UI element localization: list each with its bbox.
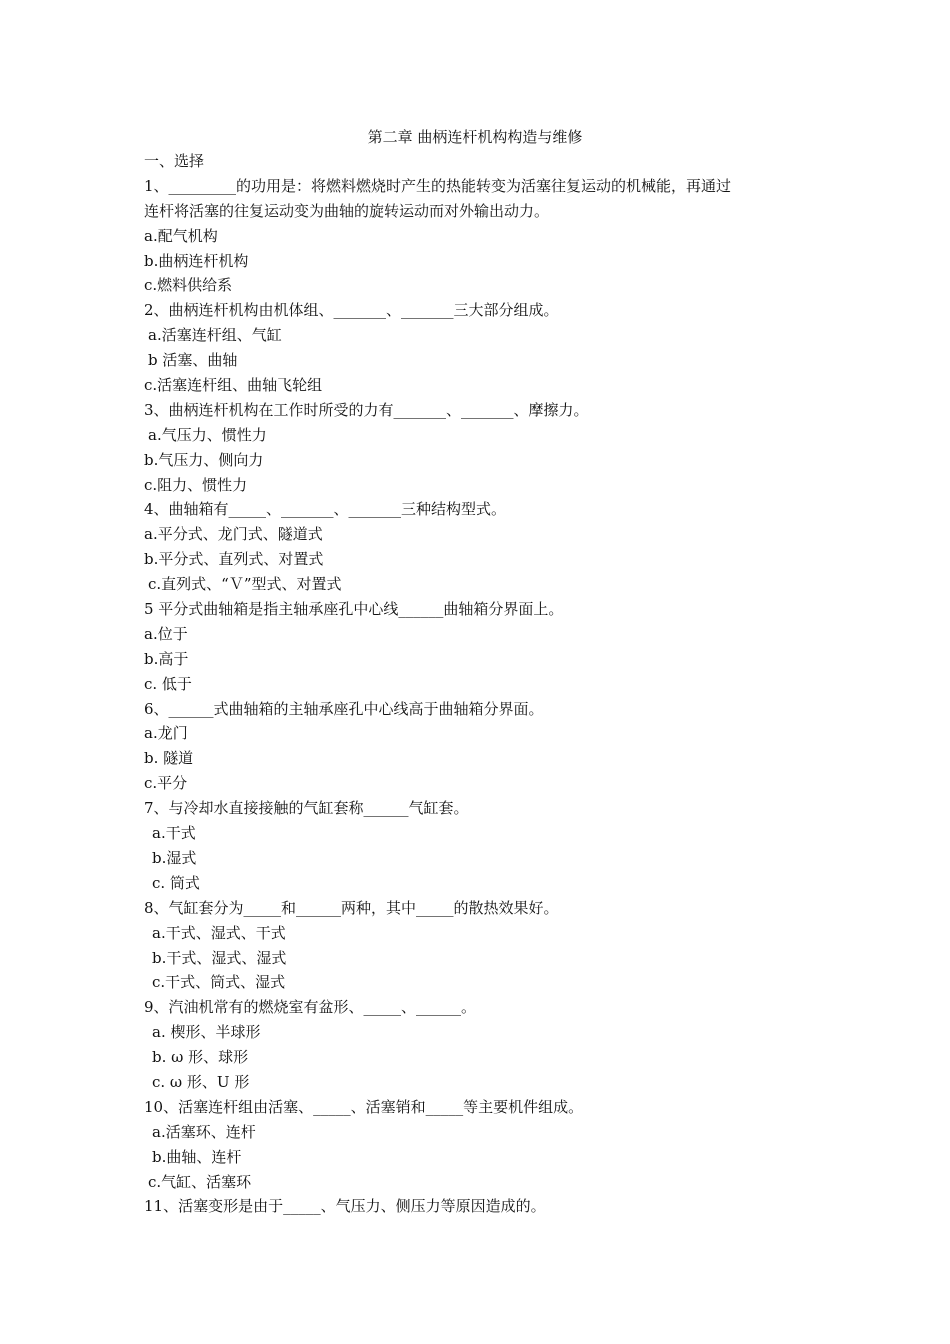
text-line: a.活塞连杆组、气缸	[148, 326, 282, 345]
text-line: b 活塞、曲轴	[148, 351, 238, 370]
text-line: c.阻力、惯性力	[144, 475, 248, 494]
text-line: a.配气机构	[144, 226, 218, 245]
text-line: 6、______式曲轴箱的主轴承座孔中心线高于曲轴箱分界面。	[144, 699, 544, 718]
text-line: 一、选择	[144, 152, 205, 170]
text-line: b.气压力、侧向力	[144, 450, 264, 469]
text-line: c. 低于	[144, 674, 192, 693]
text-line: b.干式、湿式、湿式	[152, 948, 287, 967]
text-line: b.湿式	[152, 848, 197, 867]
text-line: 2、曲柄连杆机构由机体组、_______、_______三大部分组成。	[144, 301, 559, 320]
text-line: c.燃料供给系	[144, 276, 233, 295]
text-line: a.干式	[152, 824, 196, 843]
text-line: 8、气缸套分为_____和______两种，其中_____的散热效果好。	[144, 898, 559, 917]
text-line: b. 隧道	[144, 749, 194, 768]
text-line: a.干式、湿式、干式	[152, 923, 286, 942]
text-line: a. 楔形、半球形	[152, 1023, 261, 1042]
text-line: b.高于	[144, 649, 189, 668]
text-line: c.平分	[144, 774, 188, 793]
text-line: c.干式、筒式、湿式	[152, 973, 286, 992]
text-line: 7、与冷却水直接接触的气缸套称______气缸套。	[144, 799, 469, 818]
text-line: 4、曲轴箱有_____、_______、_______三种结构型式。	[144, 500, 507, 519]
text-line: a.活塞环、连杆	[152, 1122, 256, 1141]
text-line: 1、_________的功用是：将燃料燃烧时产生的热能转变为活塞往复运动的机械能，再通过	[144, 176, 732, 195]
text-line: b.曲轴、连杆	[152, 1147, 242, 1166]
text-line: c. ω 形、U 形	[152, 1072, 250, 1091]
text-line: 3、曲柄连杆机构在工作时所受的力有_______、_______、摩擦力。	[144, 400, 589, 419]
text-line: c.气缸、活塞环	[148, 1172, 252, 1191]
text-line: c.直列式、“Ｖ”型式、对置式	[148, 575, 342, 594]
text-line: b.曲柄连杆机构	[144, 251, 249, 270]
text-line: a.平分式、龙门式、隧道式	[144, 525, 323, 544]
text-line: 10、活塞连杆组由活塞、_____、活塞销和_____等主要机件组成。	[144, 1097, 584, 1116]
text-line: 11、活塞变形是由于_____、气压力、侧压力等原因造成的。	[144, 1197, 546, 1216]
text-line: a.龙门	[144, 724, 188, 743]
chapter-title: 第二章 曲柄连杆机构构造与维修	[367, 128, 583, 146]
text-line: c.活塞连杆组、曲轴飞轮组	[144, 376, 323, 395]
text-line: b.平分式、直列式、对置式	[144, 550, 324, 569]
text-line: c. 筒式	[152, 873, 200, 892]
text-line: b. ω 形、球形	[152, 1048, 249, 1067]
text-line: 5 平分式曲轴箱是指主轴承座孔中心线______曲轴箱分界面上。	[144, 600, 564, 619]
question-list	[144, 149, 814, 1219]
text-line: a.位于	[144, 624, 188, 643]
text-line: 9、汽油机常有的燃烧室有盆形、_____、______。	[144, 998, 477, 1017]
text-line: a.气压力、惯性力	[148, 425, 267, 444]
text-line: 连杆将活塞的往复运动变为曲轴的旋转运动而对外输出动力。	[144, 201, 550, 220]
